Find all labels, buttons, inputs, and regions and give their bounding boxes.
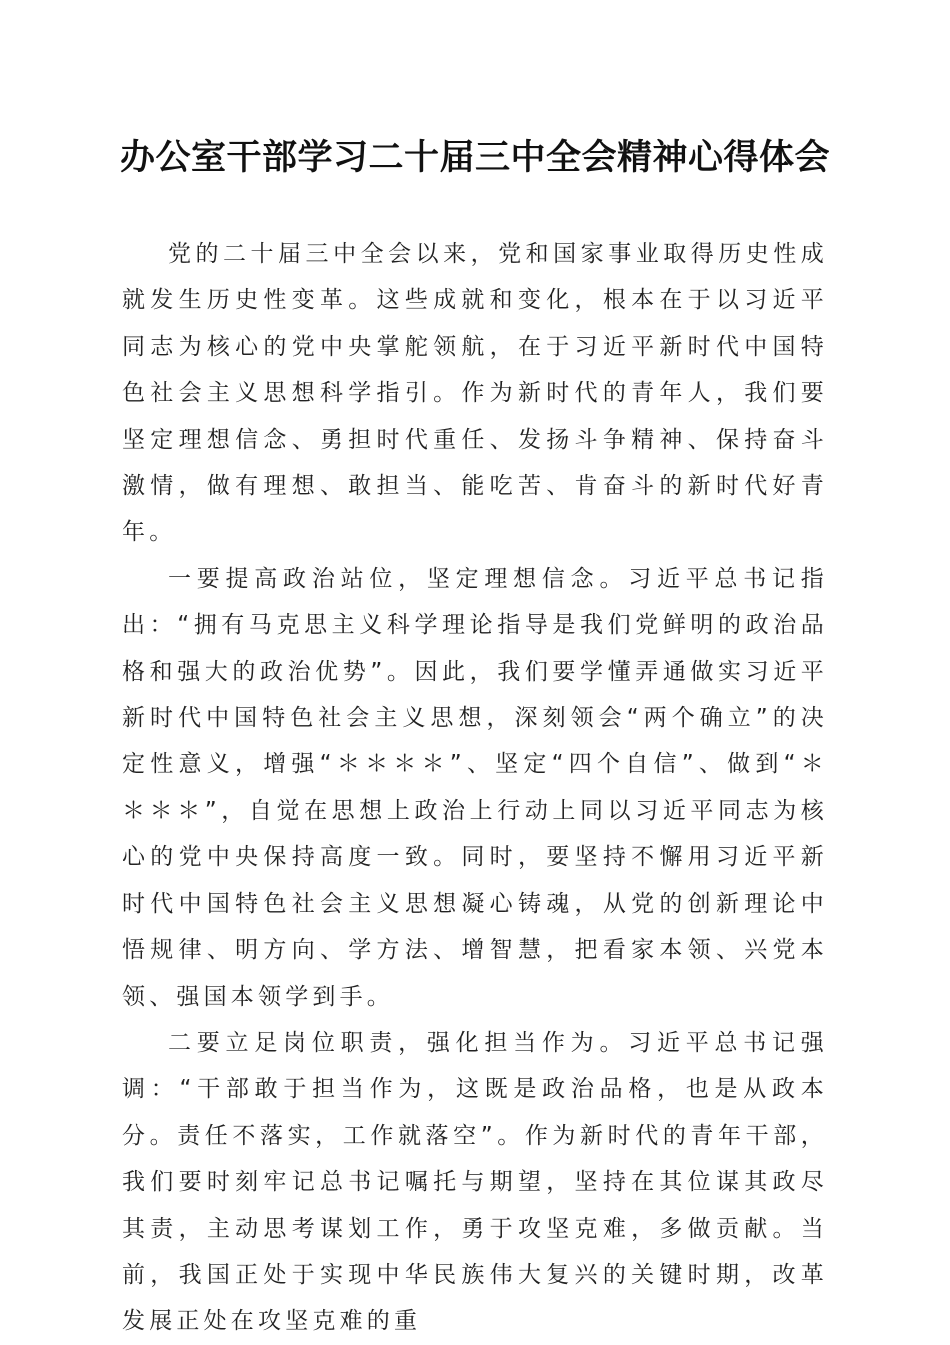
paragraph-intro: 党的二十届三中全会以来，党和国家事业取得历史性成就发生历史性变革。这些成就和变化，根本在于以习近平同志为核心的党中央掌舵领航，在于习近平新时代中国特色社会主义思想科学指引。作为新时代的青年人，我们要坚定理想信念、勇担时代重任、发扬斗争精神、保持奋斗激情，做有理想、敢担当、能吃苦、肯奋斗的新时代好青年。 xyxy=(122,241,828,546)
paragraph-point-two: 二要立足岗位职责，强化担当作为。习近平总书记强调：“干部敢于担当作为，这既是政治品格，也是从政本分。责任不落实，工作就落空”。作为新时代的青年干部，我们要时刻牢记总书记嘱托与期望，坚持在其位谋其政尽其责，主动思考谋划工作，勇于攻坚克难，多做贡献。当前，我国正处于实现中华民族伟大复兴的关键时期，改革发展正处在攻坚克难的重 xyxy=(122,1029,828,1335)
paragraph-point-one: 一要提高政治站位，坚定理想信念。习近平总书记指出：“拥有马克思主义科学理论指导是我们党鲜明的政治品格和强大的政治优势”。因此，我们要学懂弄通做实习近平新时代中国特色社会主义思想，深刻领会“两个确立”的决定性意义，增强“＊＊＊＊”、坚定“四个自信”、做到“＊＊＊＊”，自觉在思想上政治上行动上同以习近平同志为核心的党中央保持高度一致。同时，要坚持不懈用习近平新时代中国特色社会主义思想凝心铸魂，从党的创新理论中悟规律、明方向、学方法、增智慧，把看家本领、兴党本领、强国本领学到手。 xyxy=(122,565,828,1010)
document-body xyxy=(122,231,828,1345)
document-title: 办公室干部学习二十届三中全会精神心得体会 xyxy=(119,137,830,178)
